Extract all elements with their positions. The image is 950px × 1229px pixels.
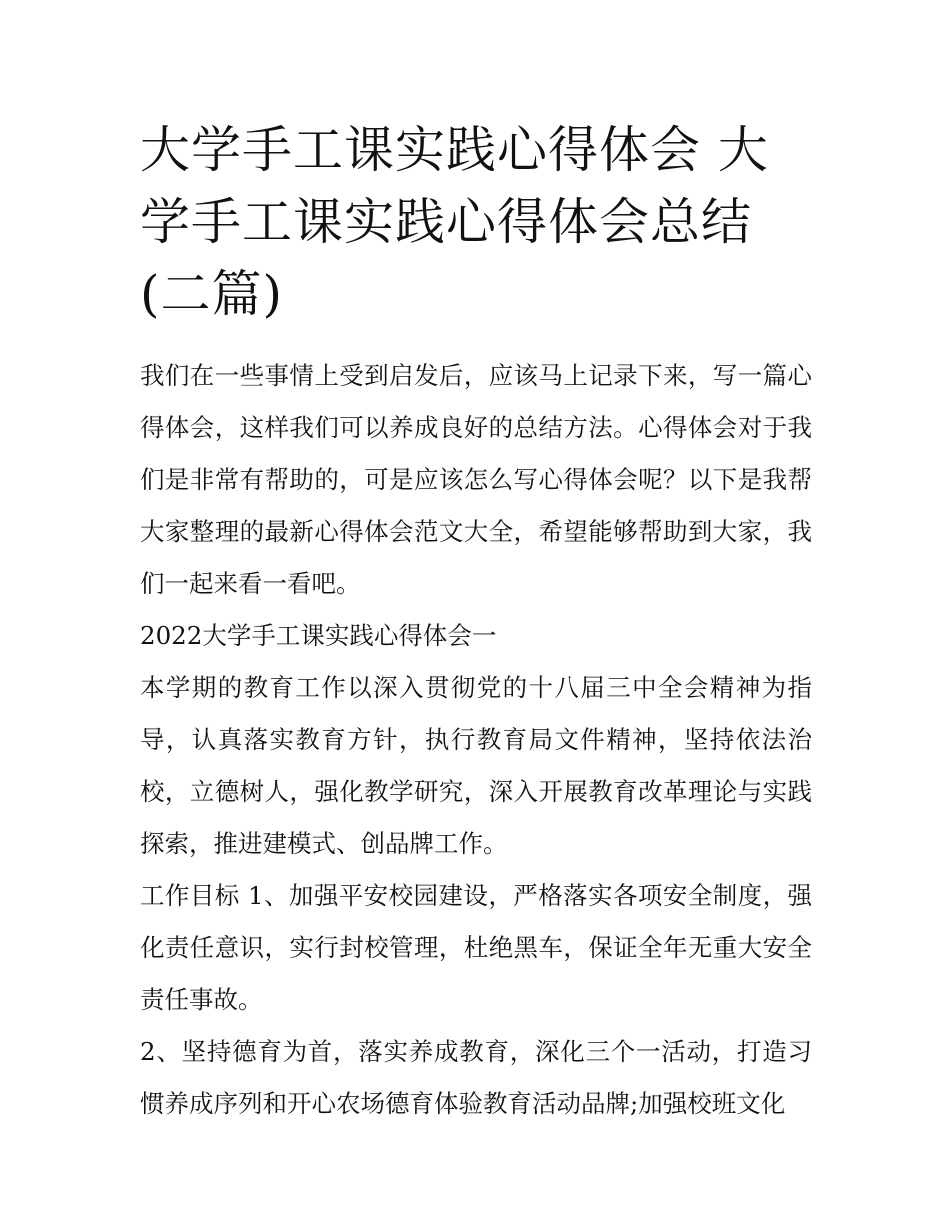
body-paragraph: 本学期的教育工作以深入贯彻党的十八届三中全会精神为指导，认真落实教育方针，执行教育局文件精神，坚持依法治校，立德树人，强化教学研究，深入开展教育改革理论与实践探索，推进建模式、创品牌工作。 bbox=[140, 673, 812, 858]
document-body bbox=[140, 114, 812, 1130]
section-heading: 2022大学手工课实践心得体会一 bbox=[140, 621, 497, 650]
body-paragraph: 工作目标 1、加强平安校园建设，严格落实各项安全制度，强化责任意识，实行封校管理，杜绝黑车，保证全年无重大安全责任事故。 bbox=[140, 881, 812, 1014]
document-title: 大学手工课实践心得体会 大学手工课实践心得体会总结(二篇) bbox=[140, 121, 769, 323]
intro-paragraph: 我们在一些事情上受到启发后，应该马上记录下来，写一篇心得体会，这样我们可以养成良好的总结方法。心得体会对于我们是非常有帮助的，可是应该怎么写心得体会呢？以下是我帮大家整理的最新心得体会范文大全，希望能够帮助到大家，我们一起来看一看吧。 bbox=[140, 361, 812, 598]
body-paragraph: 2、坚持德育为首，落实养成教育，深化三个一活动，打造习惯养成序列和开心农场德育体验教育活动品牌;加强校班文化 bbox=[140, 1037, 812, 1118]
